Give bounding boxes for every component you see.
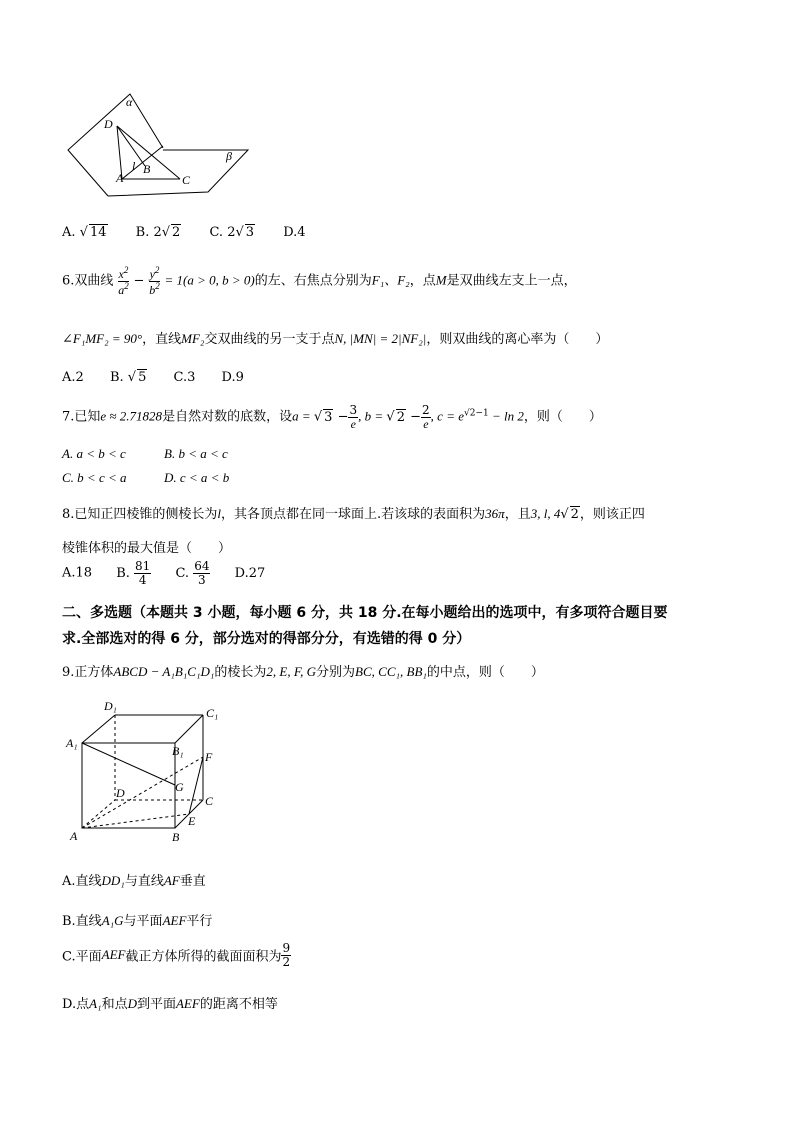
label-C1: C₁ xyxy=(206,706,219,720)
label-C: C xyxy=(205,794,214,808)
q6-line2: ∠F₁MF₂ = 90°，直线MF₂交双曲线的另一支于点N, |MN| = 2|NF₂|，则双曲线的离心率为（ ） xyxy=(62,331,609,347)
q8-option-a: A.18 xyxy=(62,565,93,581)
line-A1G xyxy=(82,743,175,785)
q6-options xyxy=(62,369,244,385)
line-EF xyxy=(189,757,203,814)
q5-option-b: B. 2√ 2 xyxy=(135,225,181,240)
q8-line2: 棱锥体积的最大值是（ ） xyxy=(62,541,232,556)
q9-option-d: D.点A₁和点D到平面AEF的距离不相等 xyxy=(62,996,278,1012)
label-A: A xyxy=(70,829,78,843)
q7-line1: 7.已知e ≈ 2.71828是自然对数的底数，设a = √ 3 − $\frac{3}{e}$ , b = √ 2 − $\frac{2}{e}$ , $c = e^{√2-1} - \ln 2$，则（ ） xyxy=(62,403,602,431)
q9-option-b: B.直线A₁G与平面AEF平行 xyxy=(62,913,213,929)
q8-option-b: B. $\frac{81}{4}$ xyxy=(116,559,151,587)
q7-option-d: D. c < a < b xyxy=(164,470,230,485)
cube-front-face xyxy=(82,743,175,828)
q9-option-c: C.平面AEF截正方体所得的截面面积为 $\frac{9}{2}$ xyxy=(62,941,291,969)
q5-option-d: D.4 xyxy=(283,225,306,240)
label-F: F xyxy=(205,750,213,764)
q7-option-c: C. b < c < a xyxy=(62,470,127,485)
label-A1: A₁ xyxy=(66,736,78,750)
label-G: G xyxy=(175,780,184,794)
edge-A1D1 xyxy=(82,715,115,743)
q6-option-b: B. √ 5 xyxy=(109,370,147,385)
q5-option-a: A. √ 14 xyxy=(62,225,107,240)
q6-line1: 6.双曲线 $\frac{x^2}{a^2}$ − $\frac{y^2}{b^2}$ = 1(a > 0, b > 0)的左、右焦点分别为F₁、F₂，点M是双曲线左支上一点， xyxy=(62,265,577,297)
q8-line1: 8.已知正四棱锥的侧棱长为l，其各顶点都在同一球面上.若该球的表面积为36π，且3, l, 4√ 2，则该正四 xyxy=(62,506,645,522)
edge-B1C1 xyxy=(175,715,203,743)
q6-option-c: C.3 xyxy=(173,370,196,385)
q8-option-d: D.27 xyxy=(234,565,266,581)
q6-option-a: A.2 xyxy=(62,370,84,385)
q9-stem: 9.正方体ABCD − A₁B₁C₁D₁的棱长为2, E, F, G分别为BC, CC₁, BB₁的中点，则（ ） xyxy=(62,664,544,680)
label-beta: β xyxy=(226,149,232,163)
q6-option-d: D.9 xyxy=(221,370,244,385)
q5-option-c: C. 2√ 3 xyxy=(209,225,255,240)
label-E: E xyxy=(188,814,196,828)
q7-option-b: B. b < a < c xyxy=(164,446,228,461)
label-B1: B₁ xyxy=(172,744,184,758)
label-D: D xyxy=(104,117,113,131)
label-D: D xyxy=(116,786,125,800)
section2-heading-line2: 求.全部选对的得 6 分，部分选对的得部分分，有选错的得 0 分） xyxy=(62,631,471,647)
q7-option-a: A. a < b < c xyxy=(62,446,126,461)
q8-option-c: C. $\frac{64}{3}$ xyxy=(175,559,210,587)
label-B: B xyxy=(143,162,151,176)
q5-figure xyxy=(60,88,260,198)
q8-options xyxy=(62,560,265,586)
q5-options xyxy=(62,224,306,240)
q9-option-a: A.直线DD₁与直线AF垂直 xyxy=(62,873,206,889)
line-AE xyxy=(82,814,189,828)
label-alpha: α xyxy=(126,95,133,109)
label-A: A xyxy=(116,171,124,185)
line-AF xyxy=(82,757,203,828)
edge-AD xyxy=(82,800,115,828)
label-B: B xyxy=(172,830,180,844)
section2-heading-line1: 二、多选题（本题共 3 小题，每小题 6 分，共 18 分.在每小题给出的选项中，有多项符合题目要 xyxy=(62,605,668,621)
label-C: C xyxy=(182,173,191,187)
label-D1: D₁ xyxy=(104,699,117,713)
label-l: l xyxy=(132,159,136,173)
q9-cube-figure xyxy=(60,695,230,845)
